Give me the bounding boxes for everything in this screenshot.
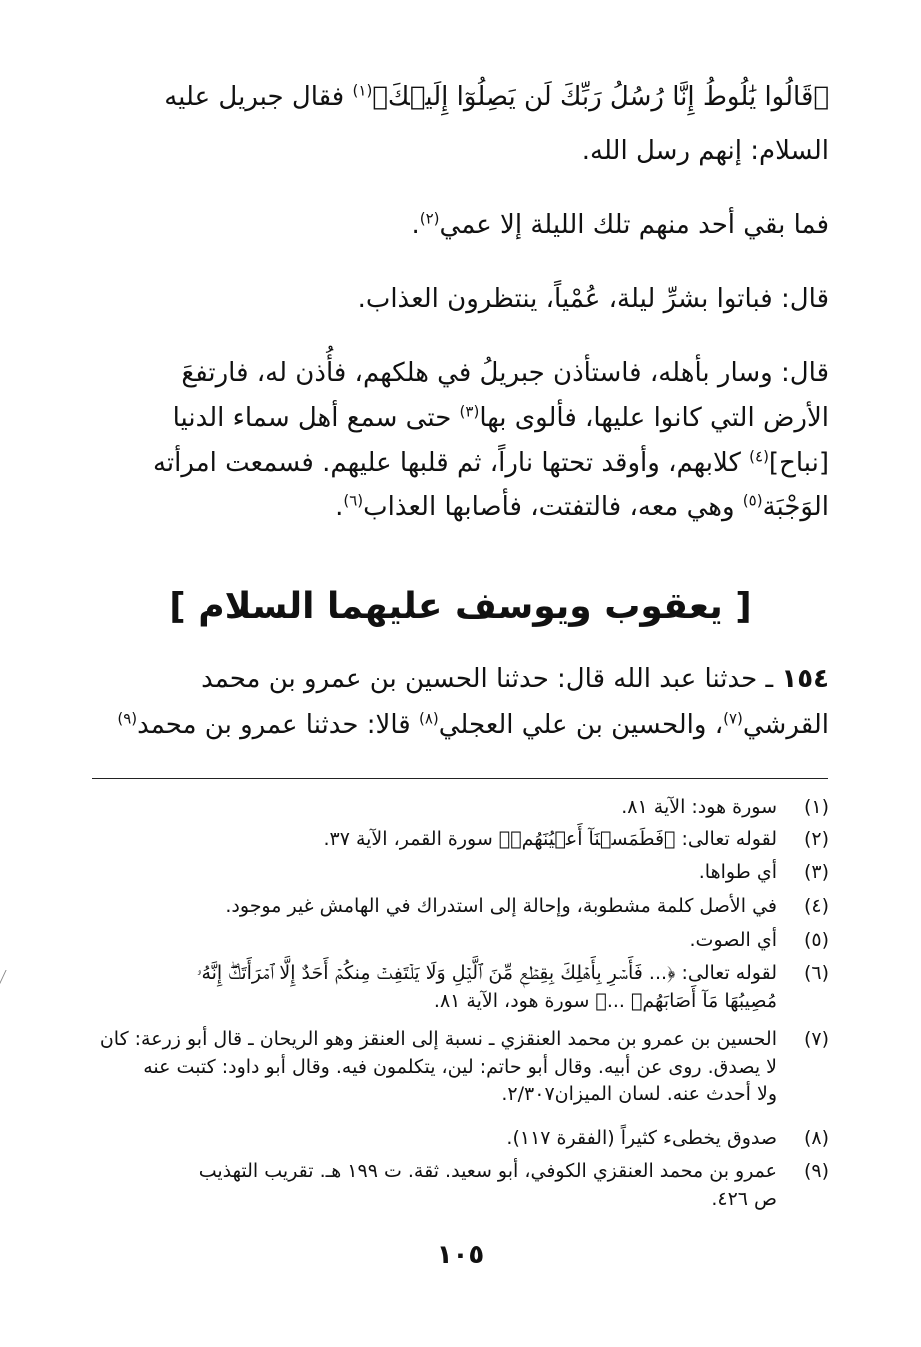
footnote-line: مُصِيبُهَا مَآ أَصَابَهُمۡ ...﴾ سورة هود، الآية ٨١. — [433, 989, 777, 1012]
footnote-line: صدوق يخطىء كثيراً (الفقرة ١١٧). — [506, 1127, 777, 1149]
footnote-text — [84, 1125, 777, 1153]
footnote-line: لقوله تعالى: ﴿فَطَمَسۡنَآ أَعۡيُنَهُمۡ﴾ سورة القمر، الآية ٣٧. — [323, 828, 777, 850]
text-span: وهي معه، فالتفتت، فأصابها العذاب — [363, 492, 743, 522]
hadith-line-1 — [201, 664, 829, 695]
section-heading: [ يعقوب ويوسف عليهما السلام ] — [169, 586, 752, 627]
footnote-ref: (٩) — [117, 709, 138, 728]
footnote-ref: (١) — [352, 81, 373, 100]
footnote-text — [84, 859, 777, 887]
text-span: قال: فباتوا بشرِّ ليلة، عُمْياً، ينتظرون العذاب. — [357, 284, 829, 314]
footnote-ref: (٢) — [419, 209, 440, 228]
text-span: فقال جبريل عليه — [164, 82, 353, 112]
text-span: الوَجْبَة — [762, 492, 829, 522]
footnote-text — [84, 1158, 777, 1213]
footnote-ref: (٦) — [343, 491, 364, 510]
footnote-line: الحسين بن عمرو بن محمد العنقزي ـ نسبة إلى العنقز وهو الريحان ـ قال أبو زرعة: كان — [99, 1028, 777, 1050]
page-number: ١٠٥ — [436, 1240, 485, 1270]
footnote-line: سورة هود: الآية ٨١. — [621, 796, 777, 818]
scan-edge-mark — [0, 970, 21, 994]
footnote-divider — [92, 778, 828, 779]
text-span: حتى سمع أهل سماء الدنيا — [172, 403, 460, 433]
footnote-ref: (٨) — [418, 709, 439, 728]
footnote-number: (٥) — [803, 929, 829, 951]
hadith-line-2 — [117, 710, 829, 741]
text-span: قال: وسار بأهله، فاستأذن جبريلُ في هلكهم، فأُذن له، فارتفعَ — [181, 358, 829, 388]
text-span: كلابهم، وأوقد تحتها ناراً، ثم قلبها عليهم. فسمعت امرأته — [152, 448, 750, 478]
footnote-line: لا يصدق. روى عن أبيه. وقال أبو حاتم: لين، يتكلمون فيه. وقال أبو داود: كتبت عنه — [143, 1055, 777, 1078]
footnote-ref: (٥) — [742, 491, 763, 510]
footnote-text — [84, 960, 777, 1015]
footnote-number: (٧) — [803, 1028, 829, 1050]
text-line-7 — [153, 448, 829, 479]
footnote-ref: (٧) — [723, 709, 743, 728]
footnote-line: ولا أحدث عنه. لسان الميزان٢/٣٠٧. — [501, 1083, 777, 1106]
footnote-number: (٨) — [803, 1127, 829, 1149]
footnote-number: (١) — [803, 796, 829, 818]
text-line-2 — [582, 136, 829, 167]
footnote-line: لقوله تعالى: ﴿... فَأَسۡرِ بِأَهۡلِكَ بِقِطۡعٖ مِّنَ ٱلَّيۡلِ وَلَا يَلۡتَفِتۡ مِنكُمۡ أَحَدٌ إِلَّا ٱمۡرَأَتَكَۖ إِنَّهُۥ — [196, 962, 777, 984]
footnote-number: (٢) — [803, 828, 829, 850]
footnote-text — [84, 794, 777, 822]
text-span: الأرض التي كانوا عليها، فألوى بها — [479, 403, 829, 433]
text-span: القرشي — [742, 710, 829, 740]
text-line-3 — [411, 210, 829, 241]
text-span: فما بقي أحد منهم تلك الليلة إلا عمي — [439, 210, 829, 240]
footnote-line: أي الصوت. — [689, 929, 777, 951]
text-line-4 — [358, 284, 829, 315]
footnote-text — [84, 1026, 777, 1109]
text-line-1 — [164, 82, 829, 113]
footnote-text — [84, 826, 777, 854]
footnote-line: في الأصل كلمة مشطوبة، وإحالة إلى استدراك في الهامش غير موجود. — [225, 895, 777, 917]
text-line-6 — [173, 403, 829, 434]
footnote-number: (٩) — [803, 1160, 829, 1182]
footnote-text — [84, 927, 777, 955]
footnote-number: (٦) — [803, 962, 829, 984]
text-line-8 — [335, 492, 829, 523]
footnote-line: عمرو بن محمد العنقزي الكوفي، أبو سعيد. ثقة. ت ١٩٩ هـ. تقريب التهذيب — [198, 1160, 777, 1182]
footnote-number: (٤) — [803, 895, 829, 917]
text-span: السلام: إنهم رسل الله. — [581, 136, 829, 166]
text-span: قالا: حدثنا عمرو بن محمد — [137, 710, 419, 740]
text-line-5 — [181, 358, 829, 389]
footnote-ref: (٣) — [459, 402, 480, 421]
footnote-line: ص ٤٢٦. — [711, 1187, 777, 1210]
footnote-text — [84, 893, 777, 921]
footnote-line: أي طواها. — [698, 861, 777, 883]
text-span: ـ حدثنا عبد الله قال: حدثنا الحسين بن عمرو بن محمد — [201, 664, 782, 694]
footnote-ref: (٤) — [749, 447, 769, 466]
text-span: [نباح] — [768, 448, 829, 478]
text-span: . — [335, 492, 344, 522]
footnote-number: (٣) — [803, 861, 829, 883]
hadith-number: ١٥٤ — [781, 664, 829, 694]
text-span: ، والحسين بن علي العجلي — [438, 710, 724, 740]
quran-quote: ﴿قَالُوا يَٰلُوطُ إِنَّا رُسُلُ رَبِّكَ لَن يَصِلُوٓا إِلَيۡكَ﴾ — [372, 82, 829, 112]
text-span: . — [411, 210, 420, 240]
